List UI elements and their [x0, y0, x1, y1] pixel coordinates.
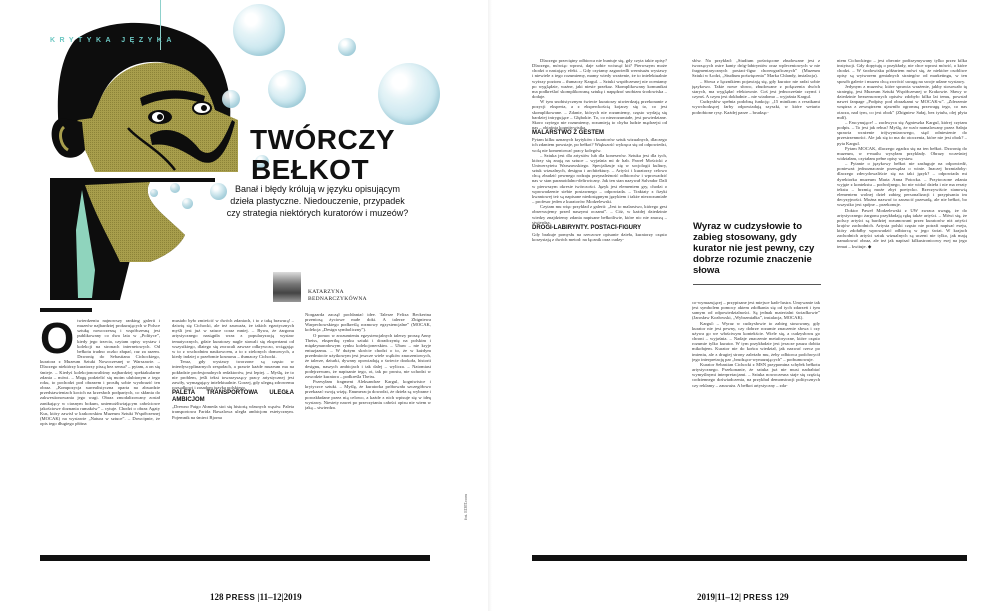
body-paragraph: niem Cichockiego – jest obecnie podtrzymywany tylko przez kilka instytucji. Gdy dopytuję o przykłady, nie chce wprost mówić, o które chodzi. – W środowisku półżartem mówi się, że niektóre osobliwe opisy są wytworem genialnych strategów od marketingu, w ten sposób galerie i muzea chcą zwrócić uwagę na swoje udane wystawy.	[837, 58, 967, 84]
body-paragraph: Kargul: – Wyraz w cudzysłowie to zabieg stosowany, gdy kurator nie jest pewny, czy dobrze rozumie znaczenie słowa i czy używa go we właściwym kontekście. Wiele się, a cudzysłowu go chroni – wyjaśnia. – Nadaje znaczenie metaforyczne, które często rozumie tylko kurator. W tym przykładzie jest jeszcze pauza dobita mikołajem. Kurator nie do końca wiedział, jak nazwać rzecz po imieniu, ale z drugiej strony zależało mu, żeby odbiorca podchwycił jego interpretację par „brudząco-wymazujących” – podsumowuje.	[692, 320, 820, 362]
bottom-rule	[532, 555, 967, 561]
body-paragraph: W tym snobistycznym świecie kuratorzy utwierdzają przekonanie z pozycji eksperta, a z eksperckością kojarzy się to, co jest skomplikowane. – Zdanie, których nie rozumiemy, często wydają się bardziej intrygujące – Głębokie. To, co niezrozumiałe, jest powiedziane. Skoro czytego nie rozumiemy, rozumieją to chyba ludzie mądrzejsi od nas – objaśnia kognitywistka.	[532, 99, 667, 131]
article-title	[250, 124, 396, 185]
bubble-decoration	[222, 90, 240, 108]
author-first-name: KATARZYNA	[308, 289, 344, 295]
issue-date: |11–12|2019	[257, 592, 302, 602]
page-number: 129	[775, 592, 789, 602]
bubble-decoration	[338, 38, 356, 56]
bubble-decoration	[233, 4, 285, 56]
issue-date: 2019|11–12|	[697, 592, 741, 602]
body-paragraph: Czytam mu więc przykład z galerii: „Jest to malarstwo, którego gest obserwujemy przed naszymi oczami”. – Cóż, w każdej dziedzinie wiedzy znajdziemy zdania napisane bełkotliwie, które nic nie znaczą – stwierdza.	[532, 204, 667, 225]
right-column-1	[532, 58, 667, 533]
left-column-2	[172, 318, 294, 556]
folio-left	[210, 592, 302, 602]
bottom-rule	[40, 555, 430, 561]
photo-credit: fot. EDIT.com	[463, 493, 468, 520]
right-column-2-top	[692, 58, 820, 206]
section-subhead: PALETA TRANSPORTOWA ULEGŁA AMBICJOM	[172, 390, 294, 404]
pull-quote: Wyraz w cudzysłowie to zabieg stosowany, gdy kurator nie jest pewny, czy dobrze rozumie znaczenie słowa	[693, 221, 815, 276]
dali-portrait-illustration	[0, 0, 240, 300]
body-paragraph: – Pytanie o językowy bełkot nie zasługuje na odpowiedź, ponieważ jednoznacznie przesądza o winie. Inaczej brzmiałoby: dlaczego zdecydowaliście się na taki język? – odpowiada mi dyrektorka muzeum Maria Anna Potocka. – Przytoczone zdania wyjęte z kontekstu – podwójnego, bo nie widać dzieła i nie ma reszty tekstu – brzmią może zbyt poetycko. Rzeczywiście stanowią elementem wolnej dzieł zabieg personalizacji i przypisania im decyzyjności. Można nazwać to zarzucić przesadą, ale nie bełkot, bo wszystko jest spójne – przekonuje.	[837, 161, 967, 208]
body-paragraph: Gdy brakuje pomysłu na rzeczowe opisanie dzieła, kuratorzy często korzystają z dwóch metod: na łącznik oraz cudzy-	[532, 231, 667, 242]
author-byline	[308, 289, 367, 303]
body-paragraph: Kurator Sebastian Cichocki z MSN przypomina schyłek bełkotu artystycznego. Przekonanie, że sztuka już nie musi nadrabiać wymyślnymi interpretacjami. – Sztuka nowoczesna staje się częścią codziennego doświadczenia, na przykład demonstracji politycznych czy reklamy – zauważa. A bełkot artystyczny – zda-	[692, 361, 820, 388]
body-paragraph: Doktor Paweł Modzelewski z UW zwraca uwagę, że do artystycznego żargonu przykładają rękę także artyści. – Mówi się, że polscy artyści są bardziej rozumowani przez kuratorów niż artyści krajów zachodnich. Artysta polski często nie potrafi napisać eseju, który zdołałby wprowadzić odbiorcę w jego świat. W krajach zachodnich artyści sztuk wizualnych są uczeni nie tylko, jak mają namalować obraz, ale też jak napisać kilkustronicowy esej na jego temat – kwituje. ◆	[837, 207, 967, 249]
author-last-name: BEDNARCZYKÓWNA	[308, 296, 367, 302]
bubble-decoration	[378, 63, 440, 125]
bubble-decoration	[268, 70, 306, 108]
magazine-brand: PRESS	[225, 593, 256, 602]
body-paragraph: Jedynym z muzeów, które sprawia wrażenie, jakby stosowało tę strategię, jest Muzeum Sztuki Współczesnej w Krakowie. Sławy w dziedzinie bezsensownych opisów zdobyło kilka lat temu, powstał nawet fanpage „Podpisy pod obrazkami w MOCAK-u”. „Zderzenie wnętrza z zewnętrzem ujawniło ogromną przewagę tego, co nas otacza, nad tym, co jest obok” (Zbigniew Sałaj, bez tytułu, olej płyta mdf).	[837, 83, 967, 120]
body-paragraph: Pytam kilku uznanych krytyków i kuratorów sztuk wizualnych, dlaczego ich zdaniem powstaje, po bełkot? Większość wykręca się od odpowiedzi, wolą nie komentować pracy kolegów.	[532, 137, 667, 153]
right-column-2-bottom	[692, 300, 820, 535]
left-column-1	[40, 318, 160, 548]
body-paragraph: O pomoc w zrozumieniu egzystencjalnych talerzy proszę Anny Theiss, ekspertkę rynku sztuki i doradczynię na polskim i międzynarodowym rynku kolekcjonerskim. – Ubaw – nie kryje entuzjazmu. – W dużym skrócie chodzi o to, że w każdym przedmiocie użytkowym jest jeszcze wiele wątków znaczeniowych, że talerze, dziurki, dywany opowiadają o świecie dookoła, historii designu, naszych ambicjach i tak dalej – wylicza. – Natomiast podejrzewam, że napisanie tego, ot, tak po prostu, nie uchodzi w zawodzie kuratora – podkreśla Theiss.	[305, 332, 431, 379]
body-paragraph: „Drewno Paigo Ahmeda stoi się historią własnych wąsów. Paleta transportowa Farida Bawalowa uległa ambicjom estetycznym. Pojemnik na śmieci Bjorna	[172, 404, 294, 420]
folio-right	[697, 592, 789, 602]
magazine-brand: PRESS	[743, 593, 773, 602]
body-paragraph: twierdzeniu najnowszy ranking galerii i muzeów najbardziej prokurujących w Polsce sztukę nowoczesną i współczesną jest publikowany co dwa lata w „Polityce”, kiedy jego trzecia, czytam opisy wystaw i kolekcji na stronach internetowych. Od bełkotu trudno oczko złapać, raz za razem. Dzwonię do Sebastiana Cichockiego, kuratora z Muzeum Sztuki Nowoczesnej w Warszawie. – Dlaczego niektórzy kuratorzy piszą bez sensu? – pytam, a on się śmieje. – Kiedyś kolekcjonowaliśmy najbardziej spektakularne zdania – mówi. – Mogę podzielić się moim ulubionym z tego roku, to pochodzi pod obrazem i prosiłę sobie wyobrazić ten obraz. „Kompozycja surrealistyczna oparta na absurdzie przedstawieniach kocich na krzesłach podpartych, co skłania do zakwestionowania jego wagi. Obraz zmodalizowany został zanikający w ciasnym bokum, uniemożliwiającym całościowe jakościowe doznania rumaków” – cytuje. Chodzi o obraz Agaty Kus, który zawisł w krakowskim Muzeum Sztuki Współczesnej (MOCAK) na wystawie „Natura w sztuce”. – Dowcipnie, że opis tego długiego płótna	[40, 318, 160, 427]
title-line-1: TWÓRCZY	[250, 124, 396, 155]
bubble-decoration	[182, 198, 193, 209]
left-column-3	[305, 312, 431, 552]
body-paragraph: Dlaczego przeciętny odbiorca nie buntuje się, gdy czyta takie opisy? Dlaczego, mówiąc wprost, daje sobie wcisnąć kit? Pierwszym może chodzi o nastający efekt. – Gdy czytamy zagawiedli wernisażu wystawy i niewiele z tego rozumiemy, mamy wtedy wrażenie, że to intelektualnie wyższy poziom – tłumaczy Kargul. – Sztuki współczesnej nie oceniamy po wyglądzie, ważne, jaki niesie przekaz. Skomplikowany komunikat ma podkreślać skomplikowaną sztukę i napędzać snobizm środowiska – dodaje.	[532, 58, 667, 100]
section-subhead: DROGI-LABIRYNTY. POSTACI-FIGURY	[532, 224, 642, 231]
page-number: 128	[210, 592, 224, 602]
body-paragraph: Teraz, gdy wystawy tworzone są często w interdyscyplinarnych zespołach, a prawie każde muzeum ma na pokładzie profesjonalnych redaktorów, jest lepiej. – Myślę, że to nie problem, jeśli tekst towarzyszący pracy artystycznej jest zawiły, wymagający intelektualnie. Gorzej, gdy ulegną zdrowemu rozsądkowi i zasadom języka polskiego.	[172, 359, 294, 391]
left-page	[0, 0, 492, 611]
section-subhead: MALARSTWO Z GESTEM	[532, 130, 604, 137]
right-page	[492, 0, 992, 611]
body-paragraph: – Sztuka jest dla artystów lub dla koneserów. Sztuka jest dla tych, którzy się znają na sztuce – wyjaśnia mi dr hab. Paweł Mościcki z Uniwersytetu Warszawskiego. Specjalizuje się w socjologii kultury, sztuk wizualnych, designu i architektury. – Artyści i kuratorzy celowo chcą zbudzić pewnego rodzaju przynależność odbiorców i wprowadzić nas w stan paranoidalno-delirwiczny. Jak ten stan nazywał Salvador Dalí w pierwszym okresie twórczości. Język jest elementem gry, chodzi o wprowadzenie siebie postawnego – odpowiada. – Traktaty z fizyki kwantowej też są napisane niedostępnym językiem i także niezrozumiałe – profesor jeden z kuratorów Modzelewski.	[532, 152, 667, 205]
right-column-3	[837, 58, 967, 528]
portrait-ear	[52, 118, 85, 158]
pull-quote-rule	[693, 284, 821, 285]
body-paragraph: Pytam MOCAK, dlaczego zgadza się na ten bełkot. Dzwonię do muzeum, w e-mailu wysyłam przykłady. Obrazy wcześniej widziałam, czytałam pełne opisy wystaw.	[837, 145, 967, 161]
body-paragraph: musiało było zmieścić w dwóch zdaniach, i to z taką brawurą! – dziwię się Cichocki, ale też zauważa, że takich egzotycznych myśli jest już w sztuce coraz mniej. – Bywa, że żargonu artystycznego nastąpiła wraz z popularyzacją wystaw tematycznych, gdzie kuratorzy nagle stawali się ekspertami od wszystkiego, dlatego się zwracali zawsze odkrywczo, wciągając w to z wschodnim naukowcem, a to z zielonych domowych, a kiedy indziej o przełomie kosmosu – tłumaczy Cichocki.	[172, 318, 294, 360]
author-photo	[273, 272, 301, 302]
body-paragraph: – Fascynujące! – zachwyca się Agnieszka Kargul, której czytam podpis. – To jest jak rebus! Myślę, że wzór namalowany przez Sałaja sprawia wrażenie trójwymiarowego, stąd odniesienie do przestrzenności. Ale jak się to ma do otoczenia, które nie jest obok? – pyta Kargul.	[837, 119, 967, 146]
column-top-rule	[40, 308, 92, 312]
body-paragraph: Norgaarda zaczął pochłaniać idee. Talerze Felixa Beckerina przeniosą życiowe małe doki. A talerze Zbigniewa Warpechowskiego podkreślą rozmowy egzystencjalne” (MOCAK, kolekcja „Design symboliczny”).	[305, 312, 431, 333]
title-line-2: BEŁKOT	[250, 154, 370, 185]
bubble-decoration	[170, 183, 180, 193]
article-lead: Banał i błędy królują w języku opisującym dzieła plastyczne. Niedouczenie, przypadek czy strategia niektórych kuratorów i muzeów?	[226, 184, 409, 218]
body-paragraph: – Słowa z łącznikiem pojawiają się, gdy kurator nie radzi sobie językowo. Takie nowe słowo, zbudowane z połączenia dwóch starych, ma wyglądać efektownie. Coś jest jednocześnie czymś i czymś. A czym jest dokładnie – nie wiadomo – wyjaśnia Kargul.	[692, 78, 820, 100]
body-paragraph: Przesyłam fragment Aleksandrze Kargul, kogniwistce i krytyczce sztuki. – Myślę, że kuratorka próbowała szczegółowo przekazać swoją wizję. Enumeracja dowodzi, że dzieła są wybrane i porozkładane przez nią celowo, a każde z nich wpisuje się w ideę wystawy. Niestety nawet po przeczytaniu całości opisu nie wiem w jaką – stwierdza.	[305, 379, 431, 410]
body-paragraph: co-wymazującej – przypisane jest miejsce kadr-lustra. Umywanie tak jest symbolem pomocy aktem zdołkania się od tych zdarzeń i tym samym od odpowiedzialności. Są jednak materialni świadkowie” (Jarosław Kozłowski, „Wybrzmiałka”, instalacja, MOCAK).	[692, 300, 820, 321]
drop-cap: O	[40, 318, 75, 363]
section-label: KRYTYKA JĘZYKA	[50, 37, 176, 44]
bubble-decoration	[150, 189, 158, 197]
body-paragraph: słów. Na przykład: „Studium poświęcone zbudowane jest z tworzących ostre kanty dróg-labiryntów oraz wpleceniowych w nie fragmentarycznych postaci-figur choreograficznych” (Muzeum Sztuki w Łodzi, „Studium poświęcenia” Marka Chlandy, instalacja).	[692, 58, 820, 79]
body-paragraph: Cudzysłów spełnia podobną funkcję: „15 minikom z resztkami wywchodzącej farby odpowiadają szyszki, w które wetarto podrobione rysy. Każdej parze – brudząc-	[692, 99, 820, 115]
